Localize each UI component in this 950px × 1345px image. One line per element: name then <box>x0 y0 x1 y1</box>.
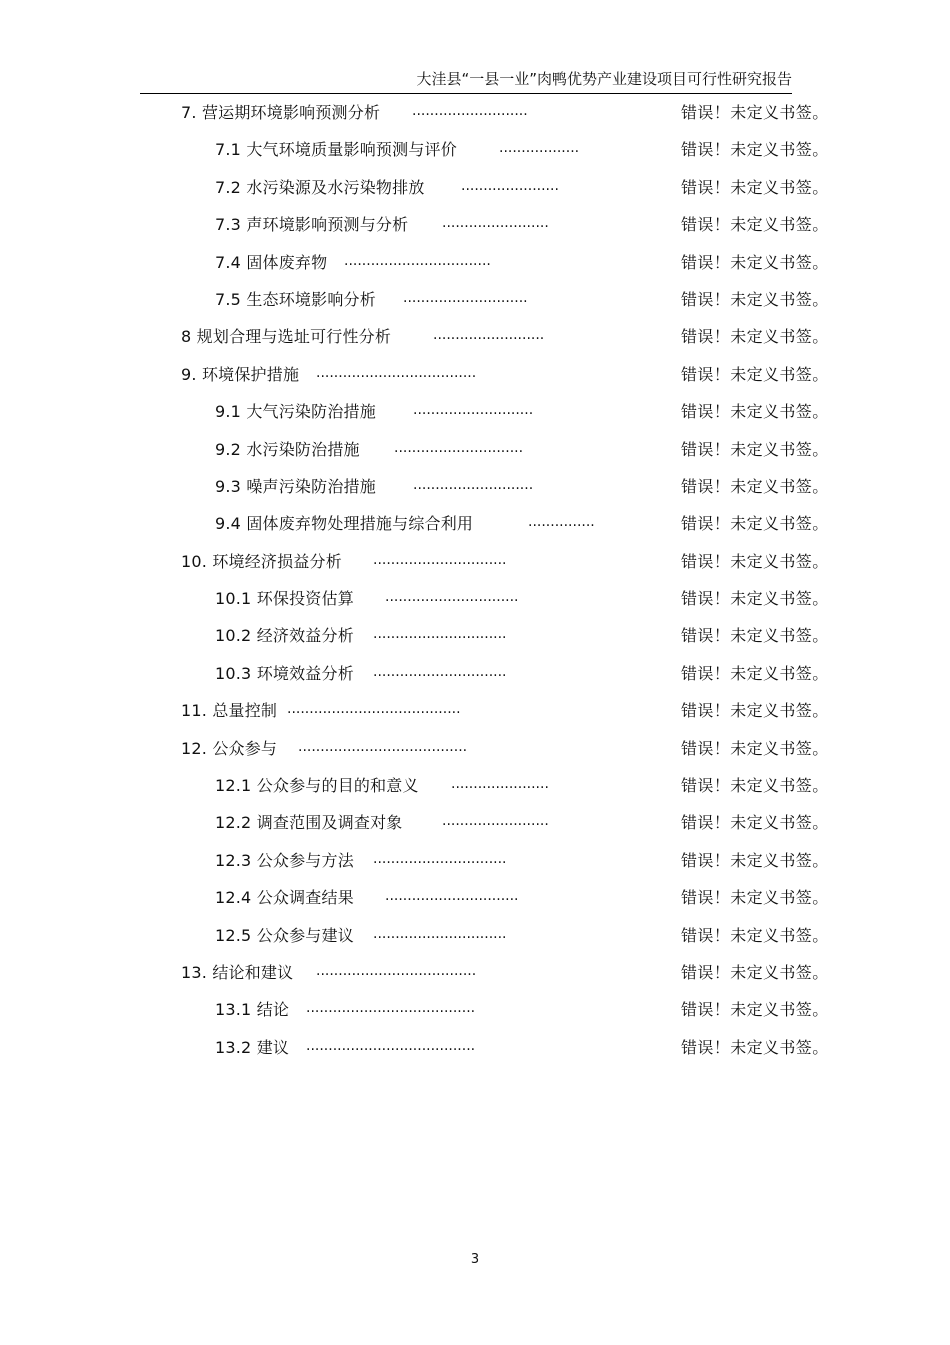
toc-dot-leader: ...................... <box>451 776 549 793</box>
toc-entry[interactable] <box>0 692 950 729</box>
toc-entry-title: 10. 环境经济损益分析 <box>181 551 342 571</box>
toc-entry[interactable] <box>0 393 950 430</box>
toc-entry[interactable] <box>0 468 950 505</box>
toc-dot-leader: .................................... <box>316 364 477 381</box>
toc-entry[interactable] <box>0 281 950 318</box>
toc-entry-title: 8 规划合理与选址可行性分析 <box>181 327 392 347</box>
toc-dot-leader: .............................. <box>373 925 507 942</box>
toc-entry-title: 7.2 水污染源及水污染物排放 <box>215 177 425 197</box>
toc-dot-leader: .................. <box>499 140 580 157</box>
toc-page-reference: 错误！未定义书签。 <box>681 888 829 908</box>
toc-page-reference: 错误！未定义书签。 <box>681 1037 829 1057</box>
toc-page-reference: 错误！未定义书签。 <box>681 663 829 683</box>
toc-dot-leader: ......................... <box>433 327 545 344</box>
toc-dot-leader: ...................................... <box>306 1037 476 1054</box>
toc-page-reference: 错误！未定义书签。 <box>681 476 829 496</box>
toc-entry-title: 9.2 水污染防治措施 <box>215 439 360 459</box>
toc-page-reference: 错误！未定义书签。 <box>681 626 829 646</box>
toc-dot-leader: .................................... <box>316 962 477 979</box>
toc-page-reference: 错误！未定义书签。 <box>681 962 829 982</box>
toc-entry-title: 9. 环境保护措施 <box>181 364 300 384</box>
toc-entry[interactable] <box>0 543 950 580</box>
toc-dot-leader: ........................ <box>442 813 549 830</box>
toc-dot-leader: ....................................... <box>287 701 461 718</box>
toc-page-reference: 错误！未定义书签。 <box>681 1000 829 1020</box>
toc-dot-leader: ...................................... <box>298 738 468 755</box>
toc-entry-title: 10.3 环境效益分析 <box>215 663 354 683</box>
toc-page-reference: 错误！未定义书签。 <box>681 589 829 609</box>
toc-entry[interactable] <box>0 431 950 468</box>
toc-entry-title: 9.1 大气污染防治措施 <box>215 402 376 422</box>
toc-dot-leader: ........................ <box>442 215 549 232</box>
toc-page-reference: 错误！未定义书签。 <box>681 402 829 422</box>
toc-entry-title: 7.4 固体废弃物 <box>215 252 328 272</box>
toc-entry-title: 10.2 经济效益分析 <box>215 626 354 646</box>
toc-page-reference: 错误！未定义书签。 <box>681 850 829 870</box>
toc-entry[interactable] <box>0 1029 950 1066</box>
toc-page-reference: 错误！未定义书签。 <box>681 177 829 197</box>
toc-dot-leader: ................................. <box>344 252 491 269</box>
toc-entry[interactable] <box>0 879 950 916</box>
toc-entry-title: 12.4 公众调查结果 <box>215 888 354 908</box>
toc-entry-title: 9.3 噪声污染防治措施 <box>215 476 376 496</box>
toc-entry[interactable] <box>0 954 950 991</box>
toc-entry[interactable] <box>0 917 950 954</box>
toc-entry-title: 11. 总量控制 <box>181 701 278 721</box>
toc-entry[interactable] <box>0 169 950 206</box>
toc-dot-leader: ............................ <box>403 289 528 306</box>
toc-entry[interactable] <box>0 617 950 654</box>
toc-page-reference: 错误！未定义书签。 <box>681 738 829 758</box>
toc-entry-title: 12.3 公众参与方法 <box>215 850 354 870</box>
toc-page-reference: 错误！未定义书签。 <box>681 289 829 309</box>
toc-dot-leader: ............................. <box>394 439 524 456</box>
toc-dot-leader: ............... <box>528 514 595 531</box>
toc-entry[interactable] <box>0 206 950 243</box>
toc-entry-title: 13.1 结论 <box>215 1000 290 1020</box>
toc-dot-leader: .............................. <box>373 850 507 867</box>
toc-dot-leader: .............................. <box>373 663 507 680</box>
toc-entry[interactable] <box>0 318 950 355</box>
toc-page-reference: 错误！未定义书签。 <box>681 925 829 945</box>
toc-entry-title: 12.2 调查范围及调查对象 <box>215 813 403 833</box>
toc-entry[interactable] <box>0 767 950 804</box>
toc-entry-title: 12.5 公众参与建议 <box>215 925 354 945</box>
toc-page-reference: 错误！未定义书签。 <box>681 140 829 160</box>
toc-dot-leader: ........................... <box>413 402 534 419</box>
toc-dot-leader: ...................... <box>461 177 559 194</box>
page-number: 3 <box>470 1252 480 1267</box>
toc-dot-leader: .............................. <box>373 551 507 568</box>
toc-entry[interactable] <box>0 580 950 617</box>
toc-entry-title: 7.5 生态环境影响分析 <box>215 289 376 309</box>
toc-dot-leader: .............................. <box>373 626 507 643</box>
toc-entry[interactable] <box>0 94 950 131</box>
toc-page-reference: 错误！未定义书签。 <box>681 252 829 272</box>
toc-dot-leader: ........................... <box>413 476 534 493</box>
toc-entry-title: 9.4 固体废弃物处理措施与综合利用 <box>215 514 474 534</box>
table-of-contents <box>0 94 950 1066</box>
toc-page-reference: 错误！未定义书签。 <box>681 813 829 833</box>
toc-dot-leader: .............................. <box>385 888 519 905</box>
toc-entry[interactable] <box>0 505 950 542</box>
toc-entry-title: 13. 结论和建议 <box>181 962 294 982</box>
toc-page-reference: 错误！未定义书签。 <box>681 439 829 459</box>
toc-entry[interactable] <box>0 356 950 393</box>
toc-dot-leader: .......................... <box>412 103 528 119</box>
toc-entry-title: 7.3 声环境影响预测与分析 <box>215 215 409 235</box>
toc-page-reference: 错误！未定义书签。 <box>681 701 829 721</box>
toc-page-reference: 错误！未定义书签。 <box>681 103 829 122</box>
toc-page-reference: 错误！未定义书签。 <box>681 776 829 796</box>
toc-dot-leader: .............................. <box>385 589 519 606</box>
toc-page-reference: 错误！未定义书签。 <box>681 514 829 534</box>
toc-entry[interactable] <box>0 131 950 168</box>
running-header-title: 大洼县“一县一业”肉鸭优势产业建设项目可行性研究报告 <box>416 70 792 88</box>
toc-entry-title: 13.2 建议 <box>215 1037 290 1057</box>
toc-entry[interactable] <box>0 991 950 1028</box>
toc-page-reference: 错误！未定义书签。 <box>681 215 829 235</box>
toc-entry-title: 10.1 环保投资估算 <box>215 589 354 609</box>
toc-dot-leader: ...................................... <box>306 1000 476 1017</box>
toc-entry-title: 7. 营运期环境影响预测分析 <box>181 103 381 122</box>
toc-entry[interactable] <box>0 655 950 692</box>
toc-entry[interactable] <box>0 804 950 841</box>
toc-page-reference: 错误！未定义书签。 <box>681 551 829 571</box>
toc-entry-title: 7.1 大气环境质量影响预测与评价 <box>215 140 457 160</box>
toc-page-reference: 错误！未定义书签。 <box>681 364 829 384</box>
toc-entry-title: 12. 公众参与 <box>181 738 278 758</box>
toc-entry[interactable] <box>0 842 950 879</box>
toc-entry-title: 12.1 公众参与的目的和意义 <box>215 776 419 796</box>
toc-entry[interactable] <box>0 244 950 281</box>
toc-entry[interactable] <box>0 730 950 767</box>
toc-page-reference: 错误！未定义书签。 <box>681 327 829 347</box>
